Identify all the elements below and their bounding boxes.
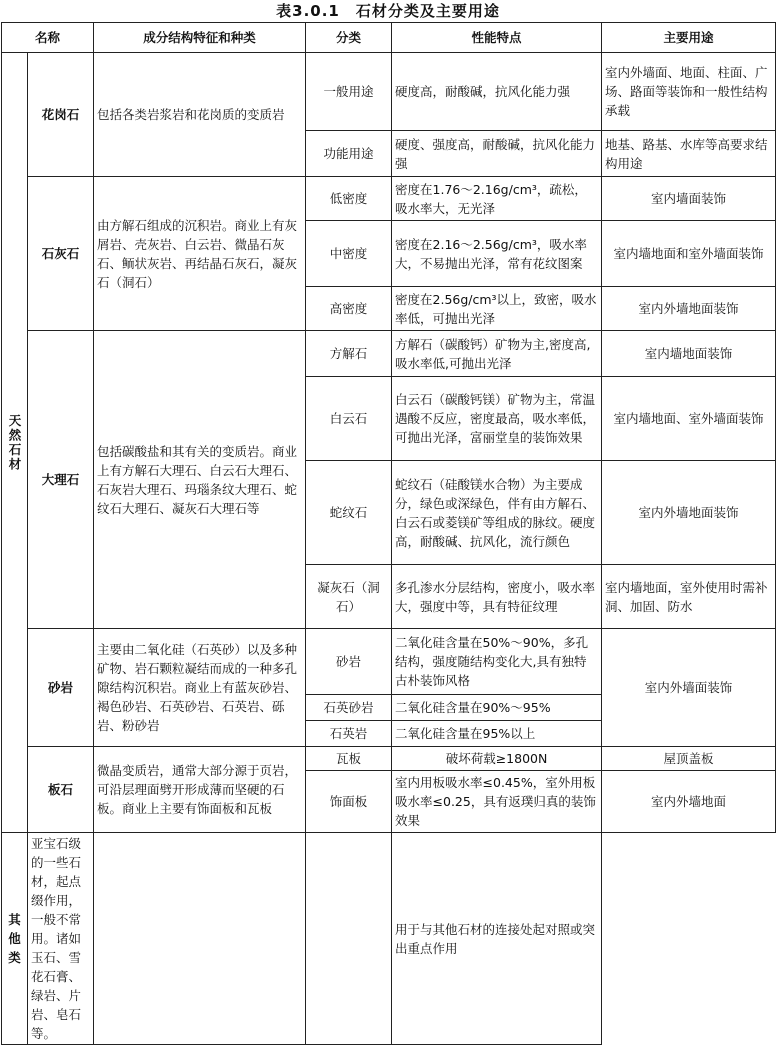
stone-name: 板石: [28, 747, 94, 833]
usage-cell: 室内墙面装饰: [602, 177, 776, 221]
performance-cell: 破坏荷载≥1800N: [392, 747, 602, 771]
group-label: 天然石材: [2, 53, 28, 833]
performance-cell: 白云石（碳酸钙镁）矿物为主，常温遇酸不反应，密度最高，吸水率低，可抛出光泽，富丽堂皇的装饰效果: [392, 377, 602, 461]
usage-cell: 室内外墙面、地面、柱面、广场、路面等装饰和一般性结构承载: [602, 53, 776, 131]
category-cell: 白云石: [306, 377, 392, 461]
performance-cell: 密度在1.76～2.16g/cm³，疏松，吸水率大，无光泽: [392, 177, 602, 221]
usage-cell: 用于与其他石材的连接处起对照或突出重点作用: [392, 833, 602, 1045]
stone-classification-table: [1, 22, 776, 1045]
usage-cell: 室内外墙地面: [602, 771, 776, 833]
usage-cell: 室内墙地面，室外使用时需补洞、加固、防水: [602, 565, 776, 629]
usage-cell: 室内外墙地面装饰: [602, 461, 776, 565]
table-row: [2, 331, 776, 377]
table-row: [2, 747, 776, 771]
usage-cell: 地基、路基、水库等高要求结构用途: [602, 131, 776, 177]
performance-cell: 方解石（碳酸钙）矿物为主,密度高,吸水率低,可抛出光泽: [392, 331, 602, 377]
category-cell: 功能用途: [306, 131, 392, 177]
performance-cell: 密度在2.56g/cm³以上，致密，吸水率低，可抛出光泽: [392, 287, 602, 331]
category-cell: 低密度: [306, 177, 392, 221]
usage-cell: 屋顶盖板: [602, 747, 776, 771]
performance-cell: 二氧化硅含量在95%以上: [392, 721, 602, 747]
stone-desc: 亚宝石级的一些石材，起点缀作用，一般不常用。诸如玉石、雪花石膏、绿岩、片岩、皂石等。: [28, 833, 94, 1045]
usage-cell: 室内墙地面装饰: [602, 331, 776, 377]
category-cell: 蛇纹石: [306, 461, 392, 565]
stone-desc: 由方解石组成的沉积岩。商业上有灰屑岩、壳灰岩、白云岩、微晶石灰石、鲕状灰岩、再结晶石灰石，凝灰石（洞石）: [94, 177, 306, 331]
stone-desc: 主要由二氧化硅（石英砂）以及多种矿物、岩石颗粒凝结而成的一种多孔隙结构沉积岩。商业上有蓝灰砂岩、褐色砂岩、石英砂岩、石英岩、砾岩、粉砂岩: [94, 629, 306, 747]
category-cell: 方解石: [306, 331, 392, 377]
performance-cell: 多孔渗水分层结构，密度小，吸水率大，强度中等，具有特征纹理: [392, 565, 602, 629]
performance-cell: 二氧化硅含量在90%～95%: [392, 695, 602, 721]
stone-name: 大理石: [28, 331, 94, 629]
header-composition: 成分结构特征和种类: [94, 23, 306, 53]
header-category: 分类: [306, 23, 392, 53]
category-cell: 高密度: [306, 287, 392, 331]
header-performance: 性能特点: [392, 23, 602, 53]
table-row: [2, 177, 776, 221]
category-cell: 凝灰石（洞石）: [306, 565, 392, 629]
header-name: 名称: [2, 23, 94, 53]
category-cell: 砂岩: [306, 629, 392, 695]
stone-name: 花岗石: [28, 53, 94, 177]
category-cell: [94, 833, 306, 1045]
usage-cell: 室内墙地面和室外墙面装饰: [602, 221, 776, 287]
usage-cell: 室内墙地面、室外墙面装饰: [602, 377, 776, 461]
table-row: [2, 53, 776, 131]
performance-cell: 室内用板吸水率≤0.45%，室外用板吸水率≤0.25，具有返璞归真的装饰效果: [392, 771, 602, 833]
category-cell: 瓦板: [306, 747, 392, 771]
performance-cell: [306, 833, 392, 1045]
performance-cell: 硬度高，耐酸碱，抗风化能力强: [392, 53, 602, 131]
category-cell: 饰面板: [306, 771, 392, 833]
usage-cell: 室内外墙地面装饰: [602, 287, 776, 331]
performance-cell: 蛇纹石（硅酸镁水合物）为主要成分，绿色或深绿色，伴有由方解石、白云石或菱镁矿等组成的脉纹。硬度高，耐酸碱、抗风化，流行颜色: [392, 461, 602, 565]
category-cell: 一般用途: [306, 53, 392, 131]
header-usage: 主要用途: [602, 23, 776, 53]
stone-desc: 微晶变质岩，通常大部分源于页岩，可沿层理面劈开形成薄而坚硬的石板。商业上主要有饰面板和瓦板: [94, 747, 306, 833]
category-cell: 石英砂岩: [306, 695, 392, 721]
usage-cell: 室内外墙面装饰: [602, 629, 776, 747]
category-cell: 石英岩: [306, 721, 392, 747]
performance-cell: 二氧化硅含量在50%～90%，多孔结构，强度随结构变化大,具有独特古朴装饰风格: [392, 629, 602, 695]
stone-desc: 包括各类岩浆岩和花岗质的变质岩: [94, 53, 306, 177]
table-row: [2, 629, 776, 695]
category-cell: 中密度: [306, 221, 392, 287]
header-row: [2, 23, 776, 53]
table-row: [2, 833, 776, 1045]
stone-name: 其他类: [2, 833, 28, 1045]
performance-cell: 密度在2.16～2.56g/cm³，吸水率大，不易抛出光泽，常有花纹图案: [392, 221, 602, 287]
stone-name: 砂岩: [28, 629, 94, 747]
stone-name: 石灰石: [28, 177, 94, 331]
stone-desc: 包括碳酸盐和其有关的变质岩。商业上有方解石大理石、白云石大理石、石灰岩大理石、玛瑙条纹大理石、蛇纹石大理石、凝灰石大理石等: [94, 331, 306, 629]
performance-cell: 硬度、强度高，耐酸碱，抗风化能力强: [392, 131, 602, 177]
table-title: 表3.0.1 石材分类及主要用途: [276, 2, 500, 20]
